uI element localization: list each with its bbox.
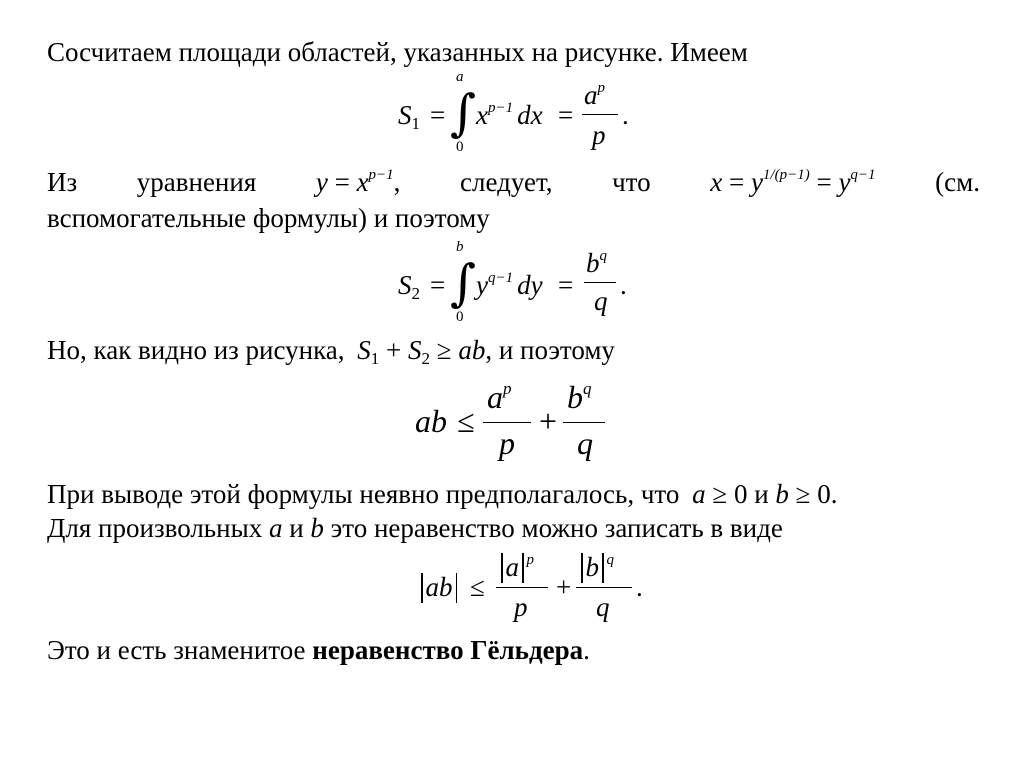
lhs-ab: ab xyxy=(415,403,447,439)
frac1-denominator: p xyxy=(514,592,528,622)
eq-sign: = xyxy=(430,270,446,300)
word: (см. xyxy=(935,167,980,197)
integral-lower-limit: 0 xyxy=(456,309,464,325)
integrand: $y^{q-1}$ dy xyxy=(476,270,543,300)
word: следует, xyxy=(460,167,553,197)
holder-inequality-term: неравенство Гёльдера xyxy=(312,635,584,665)
frac1-numerator: $a^p$ xyxy=(487,379,512,415)
formula-holder-abs xyxy=(418,550,658,630)
fraction-bar-2 xyxy=(576,587,632,588)
le-sign: ≤ xyxy=(470,572,485,602)
integral-upper-limit: b xyxy=(456,239,464,255)
paragraph-6: Это и есть знаменитое неравенство Гёльдера. xyxy=(47,635,590,665)
word: что xyxy=(612,167,651,197)
period: . xyxy=(622,100,629,130)
frac1-denominator: p xyxy=(499,425,515,461)
fraction-bar xyxy=(584,282,616,283)
integrand: $x^{p-1}$ dx xyxy=(476,100,543,130)
inline-formula-a-ge-0: a ≥ 0 xyxy=(692,479,748,509)
frac1-numerator: a $^p$ xyxy=(498,552,534,587)
frac-denominator: q xyxy=(594,286,608,316)
fraction-bar-1 xyxy=(483,422,531,423)
frac2-numerator: b $^q$ xyxy=(578,552,614,587)
integral-lower-limit: 0 xyxy=(456,139,464,155)
paragraph-3: Но, как видно из рисунка, S1 + S2 ≥ ab, и поэтому xyxy=(47,335,615,368)
word: уравнения xyxy=(136,167,257,197)
frac2-denominator: q xyxy=(577,425,593,461)
paragraph-2-line-2: вспомогательные формулы) и поэтому xyxy=(47,203,490,233)
paragraph-4: При выводе этой формулы неявно предполагалось, что a ≥ 0 и b ≥ 0. xyxy=(47,479,838,509)
eq-sign: = xyxy=(430,100,446,130)
fraction-bar-1 xyxy=(496,587,548,588)
formula-s2 xyxy=(398,238,658,328)
period: . xyxy=(636,572,643,602)
formula-young xyxy=(415,380,615,470)
frac2-denominator: q xyxy=(596,592,610,622)
lhs-abs-ab: ab xyxy=(418,572,460,603)
s2-lhs: S2 xyxy=(398,270,420,303)
word: Из xyxy=(47,167,78,197)
plus-sign: + xyxy=(556,572,572,602)
inline-formula-x: $x = y^{1/(p-1)} = y^{q-1}$ xyxy=(710,167,876,197)
s1-lhs: S1 xyxy=(398,100,420,133)
eq-sign-2: = xyxy=(558,100,574,130)
integral-sign: ∫ xyxy=(450,84,477,142)
paragraph-2-line-1 xyxy=(47,166,980,203)
period: . xyxy=(620,270,627,300)
frac2-numerator: $b^q$ xyxy=(567,379,592,415)
inline-formula-y: $y = x^{p-1}$, xyxy=(315,167,401,197)
plus-sign: + xyxy=(539,403,558,439)
integral-sign: ∫ xyxy=(450,254,477,312)
inline-formula-b-ge-0: b ≥ 0 xyxy=(775,479,831,509)
le-sign: ≤ xyxy=(457,403,475,439)
paragraph-5: Для произвольных a и b это неравенство можно записать в виде xyxy=(47,513,783,543)
frac-numerator: $b^q$ xyxy=(586,248,607,278)
inline-formula-sum: S1 + S2 ≥ ab xyxy=(357,335,486,368)
formula-s1 xyxy=(398,68,658,158)
fraction-bar xyxy=(582,114,618,115)
frac-numerator: $a^p$ xyxy=(584,80,605,110)
eq-sign-2: = xyxy=(558,270,574,300)
integral-upper-limit: a xyxy=(456,69,464,85)
fraction-bar-2 xyxy=(563,422,605,423)
frac-denominator: p xyxy=(592,120,606,150)
paragraph-1: Сосчитаем площади областей, указанных на рисунке. Имеем xyxy=(47,37,748,67)
